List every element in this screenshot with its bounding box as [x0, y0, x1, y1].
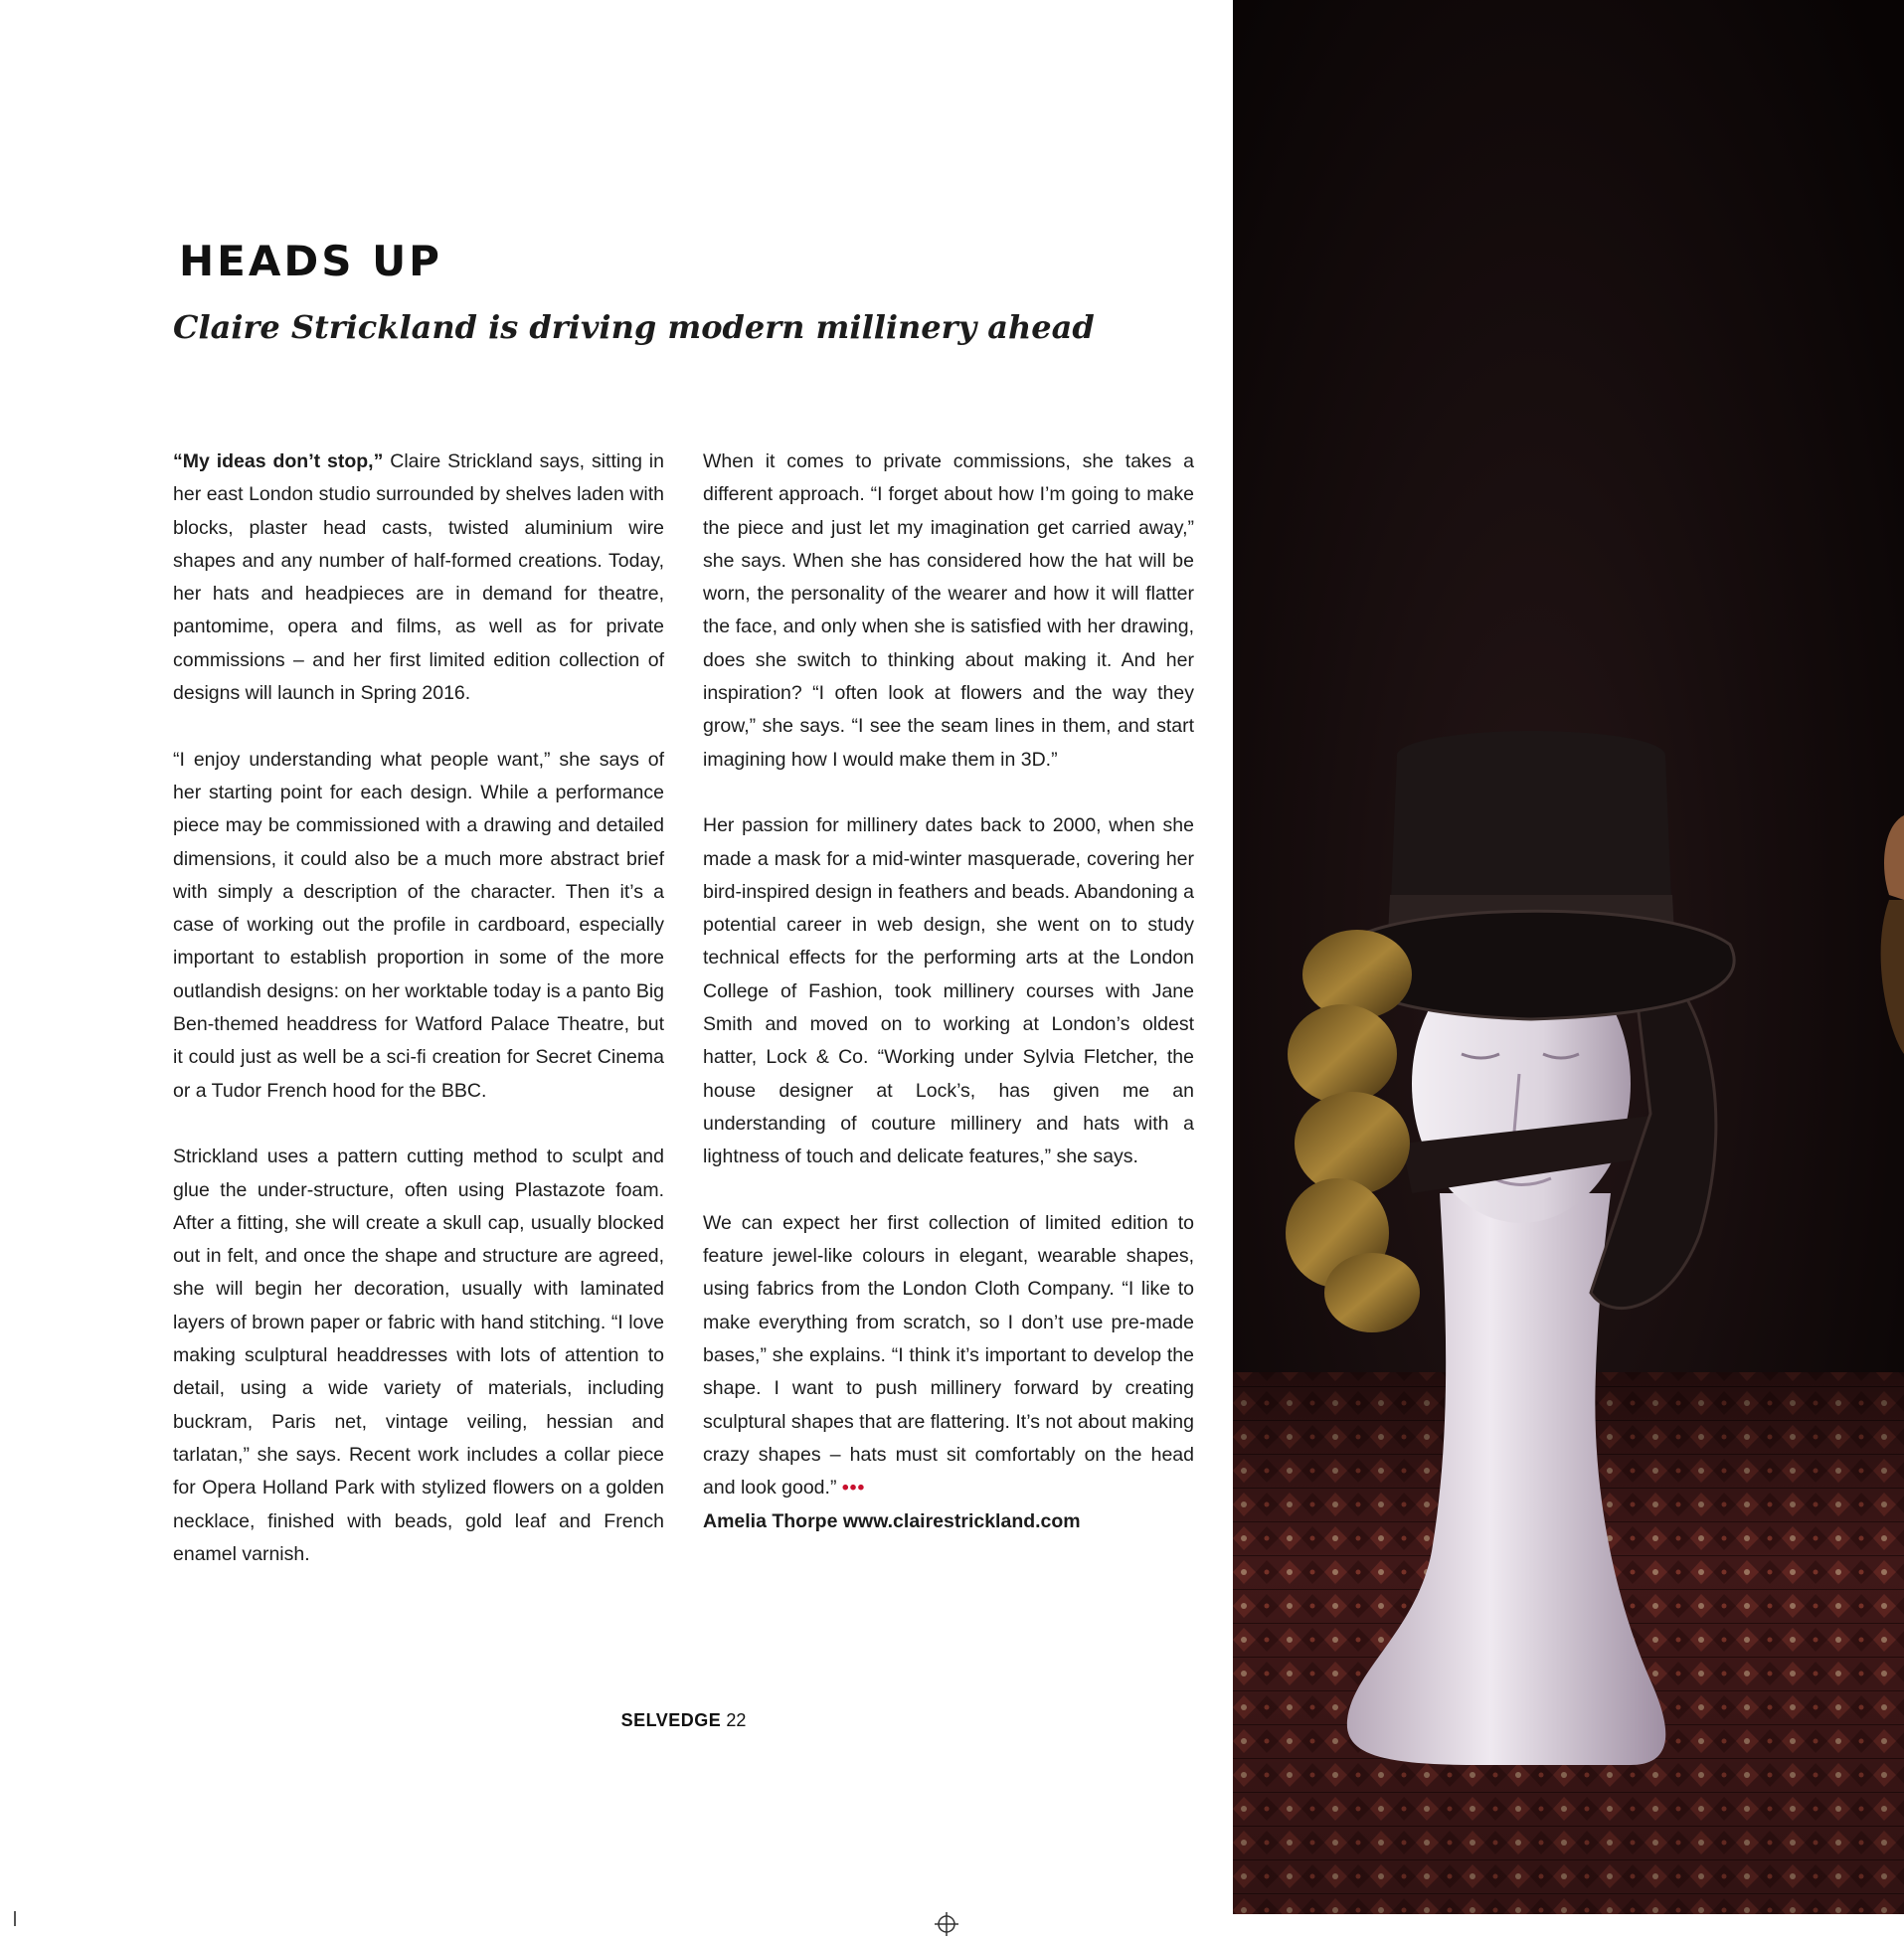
paragraph: Her passion for millinery dates back to 2000, when she made a mask for a mid-winter masquerade, covering her bird-inspired design in feathers and beads. Abandoning a potential career in web design, she went on to study technical effects for the performing arts at the London College of Fashion, took millinery courses with Jane Smith and moved on to working at London’s oldest hatter, Lock & Co. “Working under Sylvia Fletcher, the house designer at Lock’s, has given me an understanding of couture millinery and hats with a lightness of touch and delicate features,” she says. — [703, 814, 1194, 1168]
crop-mark — [14, 1911, 16, 1926]
folio — [0, 1710, 1367, 1731]
text-column-left — [173, 445, 664, 1604]
paragraph: When it comes to private commissions, she takes a different approach. “I forget about how I’m going to make the piece and just let my imagination get carried away,” she says. When she has considered how the hat will be worn, the personality of the wearer and how it will flatter the face, and only when she is satisfied with her drawing, does she switch to thinking about making it. And her inspiration? “I often look at flowers and the way they grow,” she says. “I see the seam lines in them, and start imagining how I would make them in 3D.” — [703, 450, 1194, 771]
standfirst: Claire Strickland is driving modern millinery ahead — [173, 308, 1095, 346]
headline: HEADS UP — [179, 237, 442, 285]
hat-photograph — [1233, 0, 1904, 1914]
folio-page-number: 22 — [726, 1710, 747, 1730]
paragraph — [173, 445, 664, 710]
paragraph-text: We can expect her first collection of limited edition to feature jewel-like colours in elegant, wearable shapes, using fabrics from the London Cloth Company. “I like to make everything from scratch, so I don’t use pre-made bases,” she explains. “I think it’s important to develop the shape. I want to push millinery forward by creating sculptural shapes that are flattering. It’s not about making crazy shapes – hats must sit comfortably on the head and look good.” — [703, 1211, 1194, 1500]
lead-quote: “My ideas don’t stop,” — [173, 450, 384, 472]
byline: Amelia Thorpe www.clairestrickland.com — [703, 1509, 1081, 1532]
paragraph: “I enjoy understanding what people want,” she says of her starting point for each design. While a performance piece may be commissioned with a drawing and detailed dimensions, it could also be a much more abstract brief with simply a description of the character. Then it’s a case of working out the profile in cardboard, especially important to establish proportion in some of the more outlandish designs: on her worktable today is a panto Big Ben-themed headdress for Watford Palace Theatre, but it could just as well be a sci-fi creation for Secret Cinema or a Tudor French hood for the BBC. — [173, 748, 664, 1102]
paragraph: Strickland uses a pattern cutting method to sculpt and glue the under-structure, often using Plastazote foam. After a fitting, she will create a skull cap, usually blocked out in felt, and once the shape and structure are agreed, she will begin her decoration, usually with laminated layers of brown paper or fabric with hand stitching. “I love making sculptural headdresses with lots of attention to detail, using a wide variety of materials, including buckram, Paris net, vintage veiling, hessian and tarlatan,” she says. Recent work includes a collar piece for Opera Holland Park with stylized flowers on a golden necklace, finished with beads, gold leaf and French enamel varnish. — [173, 1146, 664, 1565]
registration-mark — [935, 1912, 958, 1936]
folio-magazine: SELVEDGE — [620, 1710, 722, 1730]
text-column-right — [703, 445, 1194, 1538]
paragraph — [703, 1207, 1194, 1538]
paragraph-text: Claire Strickland says, sitting in her east London studio surrounded by shelves laden with blocks, plaster head casts, twisted aluminium wire shapes and any number of half-formed creations. Today, her hats and headpieces are in demand for theatre, pantomime, opera and films, as well as for private commissions – and her first limited edition collection of designs will launch in Spring 2016. — [173, 450, 664, 705]
end-mark: ••• — [841, 1477, 866, 1500]
